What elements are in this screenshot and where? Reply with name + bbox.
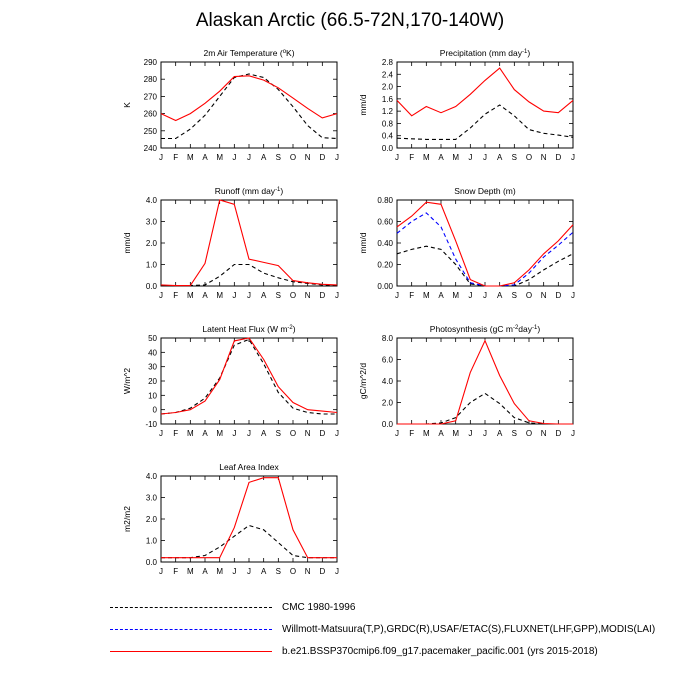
x-tick-label: J (159, 291, 163, 300)
y-tick-label: 1.6 (381, 94, 393, 104)
y-tick-label: 1.2 (381, 107, 393, 117)
x-tick-label: M (452, 429, 460, 438)
panel-snow-depth (358, 186, 575, 300)
y-tick-label: 280 (143, 75, 157, 85)
x-tick-label: J (395, 429, 399, 438)
x-tick-label: D (319, 291, 326, 300)
x-tick-label: D (555, 153, 562, 162)
panel-title: Precipitation (mm day$^{-1}$) (439, 48, 531, 58)
x-tick-label: M (186, 153, 194, 162)
x-tick-label: A (260, 291, 267, 300)
x-tick-label: J (571, 153, 575, 162)
x-tick-label: A (202, 153, 208, 162)
panel-title: Leaf Area Index (219, 462, 279, 472)
y-tick-label: 2.0 (381, 398, 393, 408)
plot-frame (397, 62, 573, 148)
y-axis-label: K (122, 102, 132, 108)
x-tick-label: M (216, 429, 224, 438)
series-line-cmc (161, 339, 337, 414)
series-line-obs (397, 213, 573, 286)
x-tick-label: J (232, 291, 237, 300)
x-tick-label: N (540, 153, 547, 162)
series-line-model (161, 338, 337, 414)
legend-label: CMC 1980-1996 (282, 602, 356, 613)
x-tick-label: J (571, 429, 575, 438)
x-tick-label: J (468, 153, 473, 162)
x-tick-label: D (555, 291, 562, 300)
x-tick-label: N (304, 291, 311, 300)
x-tick-label: J (232, 153, 237, 162)
x-tick-label: A (438, 429, 444, 438)
x-tick-label: J (247, 291, 251, 300)
y-tick-label: 1.0 (145, 260, 157, 270)
y-tick-label: 20 (148, 377, 157, 386)
y-tick-label: 10 (148, 391, 157, 401)
x-tick-label: A (260, 567, 267, 576)
x-tick-label: M (216, 291, 224, 300)
y-axis-label: W/m^2 (122, 367, 132, 395)
x-tick-label: S (511, 153, 518, 162)
x-tick-label: S (275, 567, 282, 576)
y-tick-label: 6.0 (381, 355, 393, 365)
y-tick-label: 260 (143, 109, 157, 119)
x-tick-label: F (173, 567, 179, 576)
x-tick-label: J (483, 153, 487, 162)
x-tick-label: M (452, 153, 460, 162)
x-tick-label: N (304, 567, 311, 576)
x-tick-label: A (260, 429, 267, 438)
plot-frame (161, 476, 337, 562)
series-line-cmc (161, 74, 337, 139)
y-tick-label: 0.0 (381, 144, 393, 153)
x-tick-label: N (540, 291, 547, 300)
x-tick-label: J (571, 291, 575, 300)
series-line-model (397, 341, 573, 424)
x-tick-label: F (173, 429, 179, 438)
y-tick-label: 290 (143, 58, 157, 67)
x-tick-label: O (525, 291, 533, 300)
x-tick-label: J (468, 429, 473, 438)
y-tick-label: 0.0 (381, 420, 393, 429)
series-line-model (161, 478, 337, 558)
panel-title: Snow Depth (m) (454, 186, 516, 196)
x-tick-label: J (247, 153, 251, 162)
x-tick-label: N (304, 429, 311, 438)
x-tick-label: D (319, 429, 326, 438)
y-tick-label: 0.00 (377, 282, 393, 291)
y-tick-label: 0.80 (377, 196, 393, 205)
x-tick-label: A (438, 153, 444, 162)
x-tick-label: D (319, 567, 326, 576)
x-tick-label: N (304, 153, 311, 162)
x-tick-label: A (260, 153, 267, 162)
x-tick-label: F (409, 429, 415, 438)
x-tick-label: J (335, 567, 339, 576)
x-tick-label: O (289, 153, 297, 162)
y-axis-label: mm/d (122, 232, 132, 254)
legend-swatch (110, 607, 272, 608)
series-line-model (397, 68, 573, 116)
x-tick-label: M (422, 429, 430, 438)
series-line-cmc (161, 526, 337, 558)
x-tick-label: S (511, 291, 518, 300)
panel-photosynthesis (358, 324, 575, 438)
y-tick-label: 0.8 (381, 119, 393, 129)
legend-label: Willmott-Matsuura(T,P),GRDC(R),USAF/ETAC(S),FLUXNET(LHF,GPP),MODIS(LAI) (282, 624, 656, 635)
y-tick-label: 2.4 (381, 70, 393, 80)
y-axis-label: gC/m^2/d (358, 362, 368, 400)
x-tick-label: O (289, 567, 297, 576)
legend-swatch (110, 629, 272, 630)
y-tick-label: 4.0 (145, 472, 157, 481)
x-tick-label: M (186, 567, 194, 576)
panel-precipitation (358, 48, 575, 162)
y-axis-label: mm/d (358, 94, 368, 116)
y-tick-label: 0.60 (377, 217, 393, 227)
x-tick-label: A (496, 153, 503, 162)
x-tick-label: J (232, 567, 237, 576)
plot-frame (397, 200, 573, 286)
x-tick-label: J (395, 153, 399, 162)
plot-frame (161, 200, 337, 286)
y-tick-label: 0.0 (145, 282, 157, 291)
x-tick-label: A (496, 291, 503, 300)
x-tick-label: S (275, 291, 282, 300)
panel-title: 2m Air Temperature ($^o$K) (203, 48, 295, 58)
x-tick-label: O (289, 429, 297, 438)
y-tick-label: -10 (145, 420, 157, 429)
y-tick-label: 40 (148, 348, 157, 358)
y-tick-label: 3.0 (145, 217, 157, 227)
y-tick-label: 2.0 (381, 82, 393, 92)
y-tick-label: 240 (143, 144, 157, 153)
x-tick-label: O (525, 429, 533, 438)
x-tick-label: S (511, 429, 518, 438)
x-tick-label: M (422, 291, 430, 300)
series-line-cmc (397, 246, 573, 286)
x-tick-label: M (452, 291, 460, 300)
panel-title: Photosynthesis (gC $m^{-2}day^{-1}$) (429, 324, 541, 334)
x-tick-label: N (540, 429, 547, 438)
x-tick-label: A (496, 429, 503, 438)
x-tick-label: J (483, 429, 487, 438)
x-tick-label: A (202, 567, 208, 576)
y-tick-label: 4.0 (381, 377, 393, 386)
y-tick-label: 1.0 (145, 536, 157, 546)
y-tick-label: 0.4 (381, 131, 393, 141)
x-tick-label: J (232, 429, 237, 438)
series-line-cmc (397, 105, 573, 139)
x-tick-label: F (173, 291, 179, 300)
y-tick-label: 3.0 (145, 493, 157, 503)
x-tick-label: J (247, 567, 251, 576)
x-tick-label: O (525, 153, 533, 162)
x-tick-label: J (335, 291, 339, 300)
x-tick-label: F (173, 153, 179, 162)
y-tick-label: 0.40 (377, 239, 393, 248)
panel-title: Runoff (mm day$^{-1}$) (214, 186, 284, 196)
y-tick-label: 0 (152, 405, 157, 415)
x-tick-label: J (247, 429, 251, 438)
y-tick-label: 0.0 (145, 558, 157, 567)
x-tick-label: J (395, 291, 399, 300)
y-tick-label: 8.0 (381, 334, 393, 343)
panel-title: Latent Heat Flux (W $m^{-2}$) (202, 324, 296, 334)
y-tick-label: 2.0 (145, 515, 157, 524)
legend-label: b.e21.BSSP370cmip6.f09_g17.pacemaker_pacific.001 (yrs 2015-2018) (282, 646, 598, 657)
y-tick-label: 0.20 (377, 260, 393, 270)
legend-swatch (110, 651, 272, 652)
x-tick-label: M (422, 153, 430, 162)
x-tick-label: S (275, 429, 282, 438)
x-tick-label: A (438, 291, 444, 300)
series-line-model (161, 76, 337, 121)
series-line-cmc (397, 393, 573, 424)
x-tick-label: J (468, 291, 473, 300)
y-axis-label: mm/d (358, 232, 368, 254)
page-title: Alaskan Arctic (66.5-72N,170-140W) (195, 10, 505, 31)
x-tick-label: M (186, 429, 194, 438)
series-line-model (161, 200, 337, 286)
y-tick-label: 2.0 (145, 239, 157, 248)
x-tick-label: M (216, 153, 224, 162)
y-tick-label: 50 (148, 334, 157, 343)
x-tick-label: O (289, 291, 297, 300)
plot-frame (397, 338, 573, 424)
plot-frame (161, 62, 337, 148)
x-tick-label: J (335, 153, 339, 162)
y-axis-label: m2/m2 (122, 506, 132, 532)
x-tick-label: F (409, 291, 415, 300)
x-tick-label: M (216, 567, 224, 576)
y-tick-label: 250 (143, 126, 157, 136)
y-tick-label: 2.8 (381, 58, 393, 67)
x-tick-label: D (555, 429, 562, 438)
panel-air-temperature (122, 48, 339, 162)
x-tick-label: J (159, 429, 163, 438)
x-tick-label: J (335, 429, 339, 438)
panel-leaf-area-index (122, 462, 339, 576)
x-tick-label: J (159, 153, 163, 162)
x-tick-label: A (202, 429, 208, 438)
y-tick-label: 270 (143, 92, 157, 102)
series-line-model (397, 202, 573, 286)
x-tick-label: J (159, 567, 163, 576)
panel-runoff (122, 186, 339, 300)
x-tick-label: S (275, 153, 282, 162)
plot-frame (161, 338, 337, 424)
x-tick-label: F (409, 153, 415, 162)
x-tick-label: J (483, 291, 487, 300)
x-tick-label: M (186, 291, 194, 300)
y-tick-label: 4.0 (145, 196, 157, 205)
x-tick-label: A (202, 291, 208, 300)
x-tick-label: D (319, 153, 326, 162)
panel-latent-heat-flux (122, 324, 339, 438)
y-tick-label: 30 (148, 362, 157, 372)
